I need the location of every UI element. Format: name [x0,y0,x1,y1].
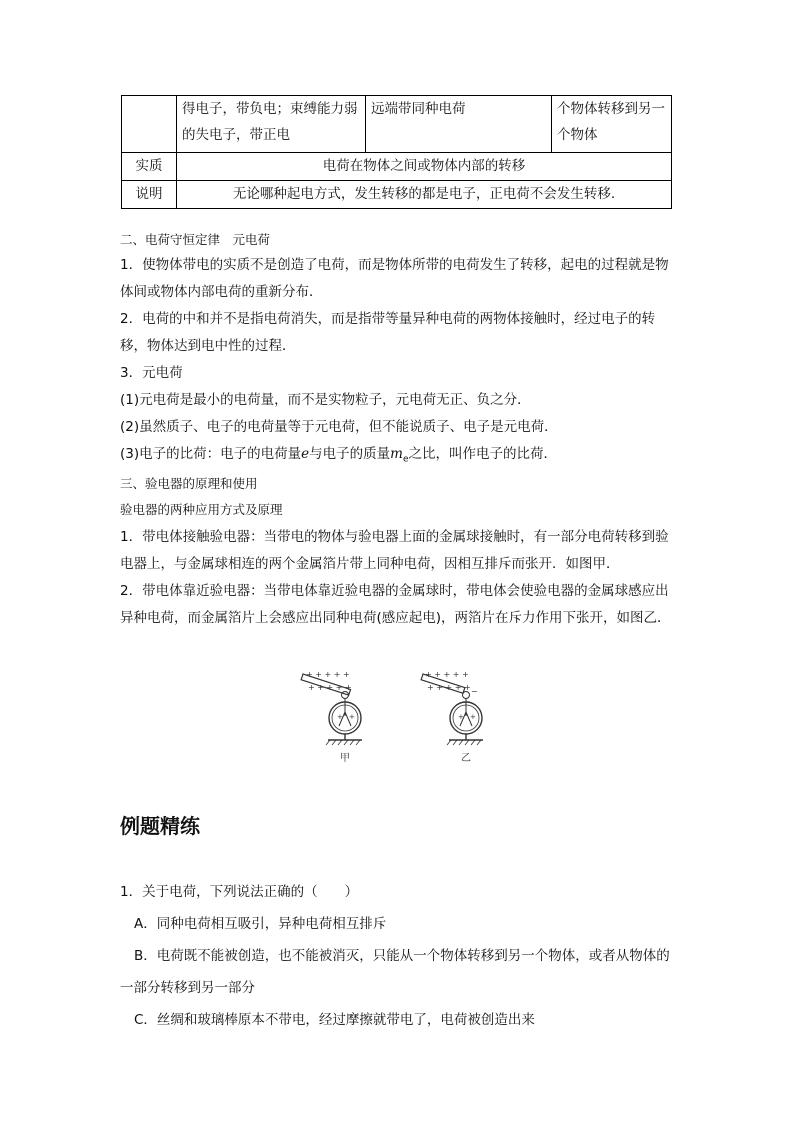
hatch [332,740,336,745]
hatch [447,740,451,745]
question-1: 1．关于电荷，下列说法正确的（ ） [120,884,359,900]
text-fragment: 与电子的质量 [309,446,391,462]
paragraph: 1．带电体接触验电器：当带电的物体与验电器上面的金属球接触时，有一部分电荷转移到验电器上，与金属球相连的两个金属箔片带上同种电荷，因相互排斥而张开．如图甲． [120,529,669,572]
table-label-essence: 实质 [122,153,177,181]
electroscope-diagram [290,668,510,768]
table-cell-empty [122,96,177,153]
hatch [459,740,463,745]
hatch [326,740,330,745]
induced-charge-b: − [471,687,478,696]
paragraph-specific-charge [120,441,676,474]
paragraph: (2)虽然质子、电子的电荷量等于元电荷，但不能说质子、电子是元电荷． [120,419,558,435]
symbol-m: m [390,446,403,462]
rod-charges-a: + + + + + [306,670,350,679]
rod-charges-b2: + + + + + [427,683,471,692]
hatch [350,740,354,745]
table-cell-friction: 得电子，带负电；束缚能力弱的失电子，带正电 [177,96,366,153]
figure-label-b: 乙 [461,753,471,764]
option-b: B．电荷既不能被创造，也不能被消灭，只能从一个物体转移到另一个物体，或者从物体的一部分转移到另一部分 [120,948,670,996]
foil-charge-b: + [470,713,476,721]
subheading: 验电器的两种应用方式及原理 [120,502,283,517]
hatch [453,740,457,745]
option-a: A．同种电荷相互吸引，异种电荷相互排斥 [134,916,387,932]
table-row [122,181,672,209]
table-row [122,96,672,153]
hatch [338,740,342,745]
symbol-subscript: e [402,454,409,465]
foil-charge-a: + [349,713,355,721]
table-value-note: 无论哪种起电方式，发生转移的都是电子，正电荷不会发生转移. [177,181,672,209]
section-heading-conservation: 二、电荷守恒定律 元电荷 [120,232,271,247]
figure-label-a: 甲 [340,753,350,764]
text-fragment: (3)电子的比荷：电子的电荷量 [120,446,302,462]
rod-charges-a2: + + + + + [308,683,352,692]
electroscope-b [421,670,483,764]
symbol-e: e [301,446,310,462]
foil-charge-b: + [458,713,464,721]
foil-charge-a: + [337,713,343,721]
hatch [356,740,360,745]
paragraph: 3．元电荷 [120,365,183,381]
table-label-note: 说明 [122,181,177,209]
hatch [465,740,469,745]
electroscope-a [301,670,362,764]
summary-table [121,95,672,209]
text-fragment: 之比，叫作电子的比荷． [408,446,557,462]
table-value-essence: 电荷在物体之间或物体内部的转移 [177,153,672,181]
metal-ball-b [463,692,470,699]
option-c: C．丝绸和玻璃棒原本不带电，经过摩擦就带电了，电荷被创造出来 [134,1012,535,1028]
section-heading-electroscope: 三、验电器的原理和使用 [120,476,258,491]
paragraph: 2．电荷的中和并不是指电荷消失，而是指带等量异种电荷的两物体接触时，经过电子的转移，物体达到电中性的过程． [120,311,656,354]
hatch [477,740,481,745]
rod-charges-b: + + + + + [425,670,469,679]
table-cell-induction: 远端带同种电荷 [366,96,552,153]
paragraph: (1)元电荷是最小的电荷量，而不是实物粒子，元电荷无正、负之分． [120,392,531,408]
hatch [471,740,475,745]
table-row [122,153,672,181]
paragraph: 1．使物体带电的实质不是创造了电荷，而是物体所带的电荷发生了转移，起电的过程就是物体间或物体内部电荷的重新分布． [120,257,669,300]
electroscope-figure [290,668,510,768]
hatch [344,740,348,745]
section-title-examples: 例题精练 [120,814,200,838]
table-cell-contact: 个物体转移到另一个物体 [552,96,672,153]
paragraph: 2．带电体靠近验电器：当带电体靠近验电器的金属球时，带电体会使验电器的金属球感应出异种电荷，而金属箔片上会感应出同种电荷(感应起电)，两箔片在斥力作用下张开，如图乙． [120,583,671,626]
